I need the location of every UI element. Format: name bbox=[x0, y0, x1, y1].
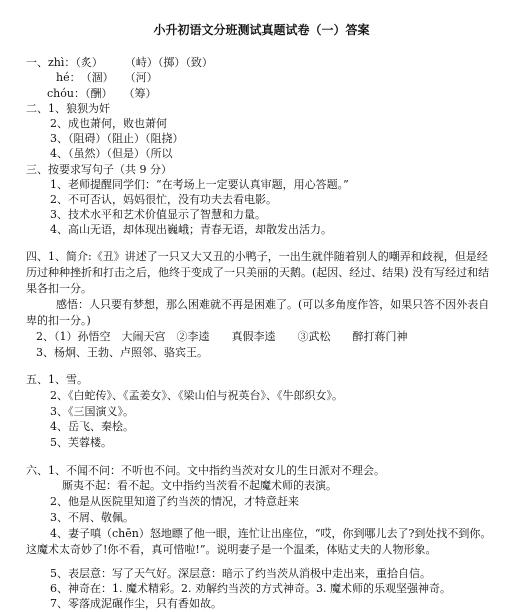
section-1-chou: chóu：（酬） （筹） bbox=[47, 87, 157, 100]
section-6-item-6: 6、神奇在：1. 魔术精彩。2. 劝解约当茨的方式神奇。3. 魔术师的乐观坚强神奇。 bbox=[50, 582, 451, 595]
section-3-heading: 三、按要求写句子（共 9 分） bbox=[26, 163, 172, 176]
section-6-item-1: 六、1、不闻不问：不听也不问。文中指约当茨对女儿的生日派对不理会。 bbox=[26, 464, 385, 477]
section-6-item-4: 4、妻子嗔（chēn）怒地瞟了他一眼，连忙让出座位，“哎，你到哪儿去了?到处找不到你。这魔术太奇妙了!你不看，真可惜啦!”。说明妻子是一个温柔，体贴丈夫的人物形象。 bbox=[26, 527, 492, 556]
section-4-item-3: 3、杨炯、王勃、卢照邻、骆宾王。 bbox=[36, 346, 208, 359]
section-6-item-2: 2、他是从医院里知道了约当茨的情况，才特意赶来 bbox=[50, 495, 299, 508]
section-2-item-3: 3、（阻碍）（阻止）（阻挠） bbox=[50, 132, 184, 145]
section-6-item-3: 3、不屑、敬佩。 bbox=[50, 511, 134, 524]
section-1-he: hé： （涸） （河） bbox=[56, 71, 158, 84]
section-3-item-4: 4、高山无语，却体现出巍峨；青春无语，却散发出活力。 bbox=[50, 223, 332, 236]
section-6-item-5: 5、表层意：写了天气好。深层意：暗示了约当茨从消极中走出来，重拾自信。 bbox=[50, 567, 431, 580]
section-5-item-4: 4、岳飞、秦桧。 bbox=[50, 420, 134, 433]
section-5-item-5: 5、芙蓉楼。 bbox=[50, 436, 112, 449]
section-5-item-1: 五、1、雪。 bbox=[26, 373, 88, 386]
section-6-item-7: 7、零落成泥碾作尘，只有香如故。 bbox=[50, 597, 222, 610]
section-4-item-1: 四、1、简介:《丑》讲述了一只又大又丑的小鸭子，一出生就伴随着别人的嘲弄和歧视，但是经历过种种挫折和打击之后，他终于变成了一只美丽的天鹅。(起因、经过、结果) 没有写经过和结果各扣一分。 bbox=[26, 250, 490, 295]
section-3-item-2: 2、不可否认，妈妈很忙，没有功夫去看电影。 bbox=[50, 193, 277, 206]
section-6-item-1-part-2: 厮夷不起：看不起。文中指约当茨看不起魔术师的表演。 bbox=[62, 479, 337, 492]
section-3-item-1: 1、老师提醒同学们：“在考场上一定要认真审题，用心答题。” bbox=[50, 178, 349, 191]
document-title: 小升初语文分班测试真题试卷（一）答案 bbox=[153, 23, 370, 37]
section-2-item-4: 4、（虽然）（但是）（所以 bbox=[50, 147, 173, 160]
section-4-item-2: 2、（1）孙悟空 大闹天宫 ②李逵 真假李逵 ③武松 醉打蒋门神 bbox=[36, 330, 408, 343]
section-3-item-3: 3、技术水平和艺术价值显示了智慧和力量。 bbox=[50, 208, 266, 221]
section-5-item-3: 3、《三国演义》。 bbox=[50, 405, 134, 418]
section-2-item-1: 二、1、狼狈为奸 bbox=[26, 102, 110, 115]
section-4-reflection: 感悟：人只要有梦想，那么困难就不再是困难了。(可以多角度作答，如果只答不因外表自卑的扣一分。) bbox=[26, 298, 490, 327]
section-5-item-2: 2、《白蛇传》、《孟姜女》、《梁山伯与祝英台》、《牛郎织女》。 bbox=[50, 389, 343, 402]
section-1-zhi: 一、zhì：（炙） （峙）（掷）（致） bbox=[26, 56, 213, 69]
section-2-item-2: 2、成也萧何，败也萧何 bbox=[50, 117, 167, 130]
